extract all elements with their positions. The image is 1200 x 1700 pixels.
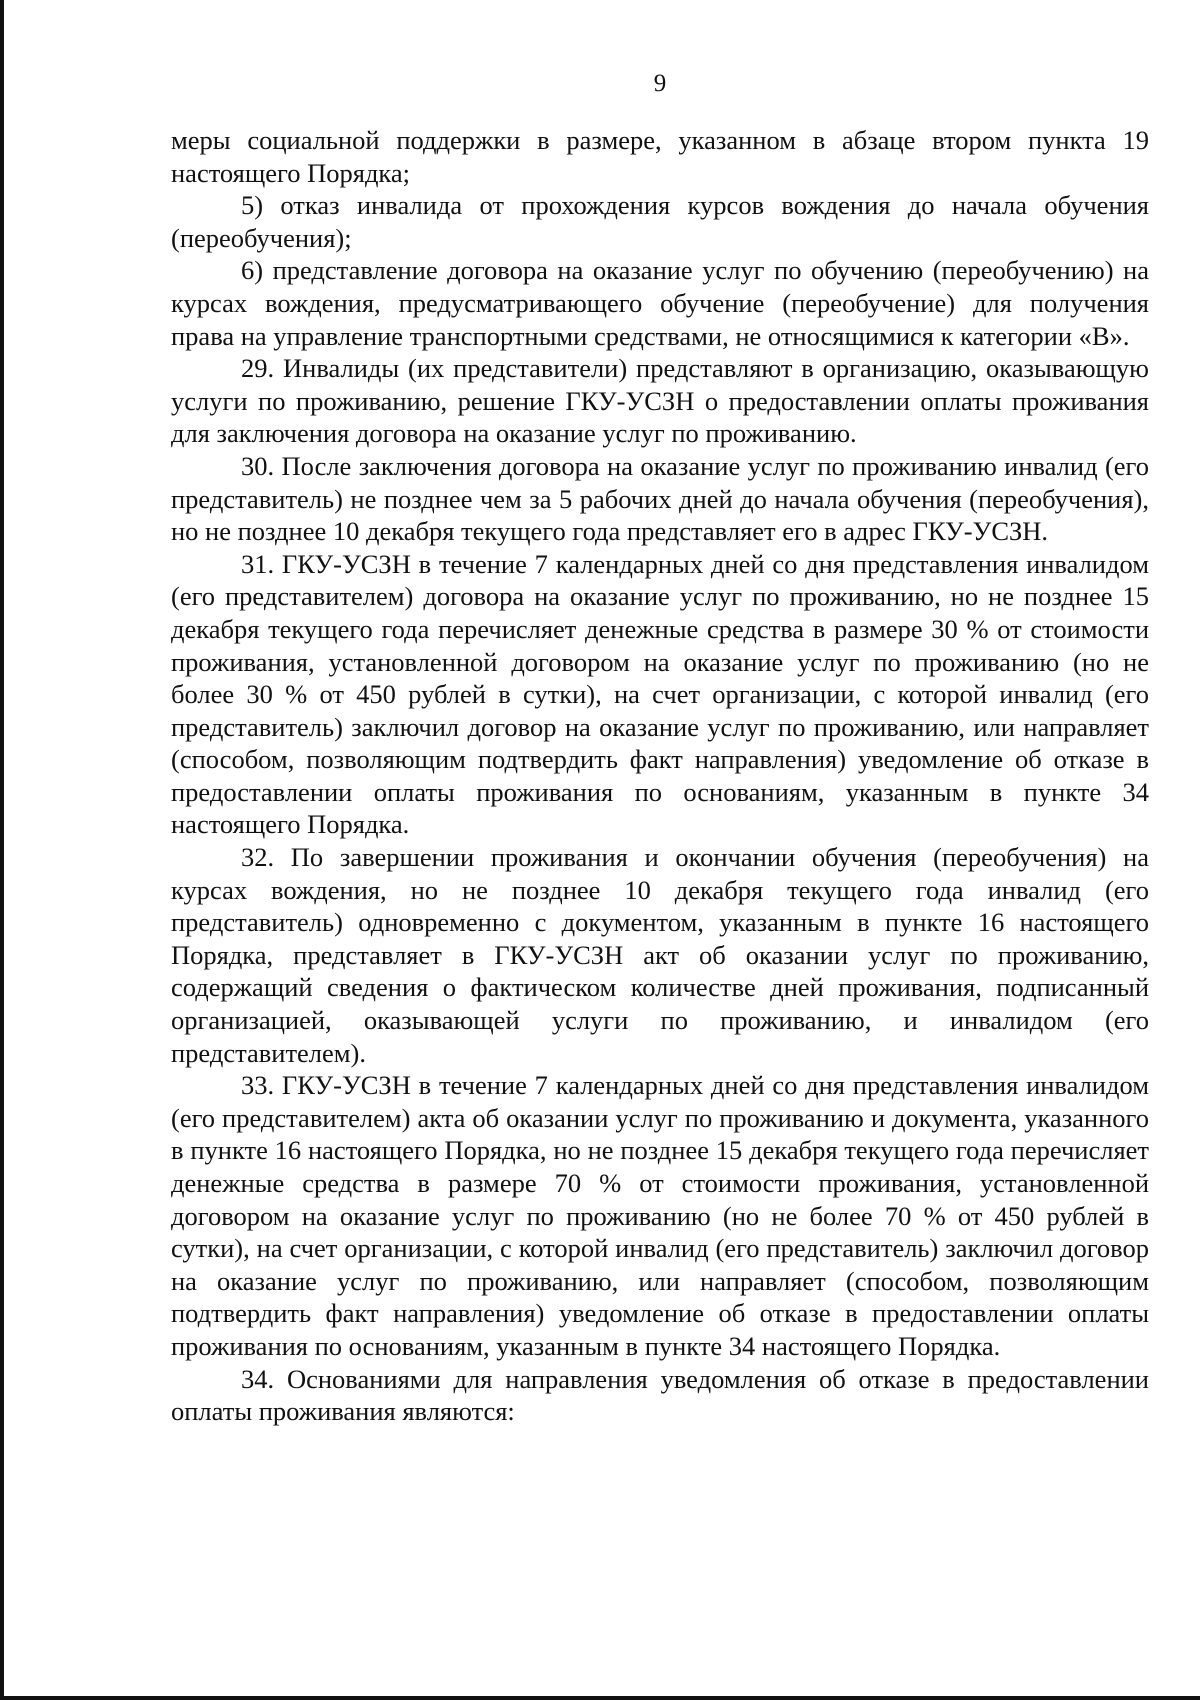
scan-border-bottom	[0, 1696, 1200, 1700]
paragraph-item-6: 6) представление договора на оказание услуг по обучению (переобучению) на курсах вождения, предусматривающего обучение (переобучение) для получения права на управление транспортными средствами, не относящимися к категории «В».	[171, 255, 1149, 351]
page-number: 9	[653, 70, 667, 97]
paragraph-32: 32. По завершении проживания и окончании обучения (переобучения) на курсах вождения, но не позднее 10 декабря текущего года инвалид (его представитель) одновременно с документом, указанным в пункте 16 настоящего Порядка, представляет в ГКУ-УСЗН акт об оказании услуг по проживанию, содержащий сведения о фактическом количестве дней проживания, подписанный организацией, оказывающей услуги по проживанию, и инвалидом (его представителем).	[171, 842, 1149, 1068]
paragraph-33: 33. ГКУ-УСЗН в течение 7 календарных дней со дня представления инвалидом (его представителем) акта об оказании услуг по проживанию и документа, указанного в пункте 16 настоящего Порядка, но не позднее 15 декабря текущего года перечисляет денежные средства в размере 70 % от стоимости проживания, установленной договором на оказание услуг по проживанию (но не более 70 % от 450 рублей в сутки), на счет организации, с которой инвалид (его представитель) заключил договор на оказание услуг по проживанию, или направляет (способом, позволяющим подтвердить факт направления) уведомление об отказе в предоставлении оплаты проживания по основаниям, указанным в пункте 34 настоящего Порядка.	[171, 1070, 1149, 1361]
paragraph-item-5: 5) отказ инвалида от прохождения курсов вождения до начала обучения (переобучения);	[171, 190, 1149, 253]
paragraph-29: 29. Инвалиды (их представители) представляют в организацию, оказывающую услуги по проживанию, решение ГКУ-УСЗН о предоставлении оплаты проживания для заключения договора на оказание услуг по проживанию.	[171, 353, 1149, 449]
paragraph-30: 30. После заключения договора на оказание услуг по проживанию инвалид (его представитель) не позднее чем за 5 рабочих дней до начала обучения (переобучения), но не позднее 10 декабря текущего года представляет его в адрес ГКУ-УСЗН.	[171, 450, 1149, 547]
paragraph-34: 34. Основаниями для направления уведомления об отказе в предоставлении оплаты проживания являются:	[171, 1363, 1149, 1427]
paragraph-31: 31. ГКУ-УСЗН в течение 7 календарных дней со дня представления инвалидом (его представителем) договора на оказание услуг по проживанию, но не позднее 15 декабря текущего года перечисляет денежные средства в размере 30 % от стоимости проживания, установленной договором на оказание услуг по проживанию (но не более 30 % от 450 рублей в сутки), на счет организации, с которой инвалид (его представитель) заключил договор на оказание услуг по проживанию, или направляет (способом, позволяющим подтвердить факт направления) уведомление об отказе в предоставлении оплаты проживания по основаниям, указанным в пункте 34 настоящего Порядка.	[171, 548, 1149, 840]
document-body	[171, 124, 1149, 1428]
scan-border-left	[0, 0, 4, 1700]
paragraph-continuation: меры социальной поддержки в размере, указанном в абзаце втором пункта 19 настоящего Порядка;	[171, 125, 1149, 188]
